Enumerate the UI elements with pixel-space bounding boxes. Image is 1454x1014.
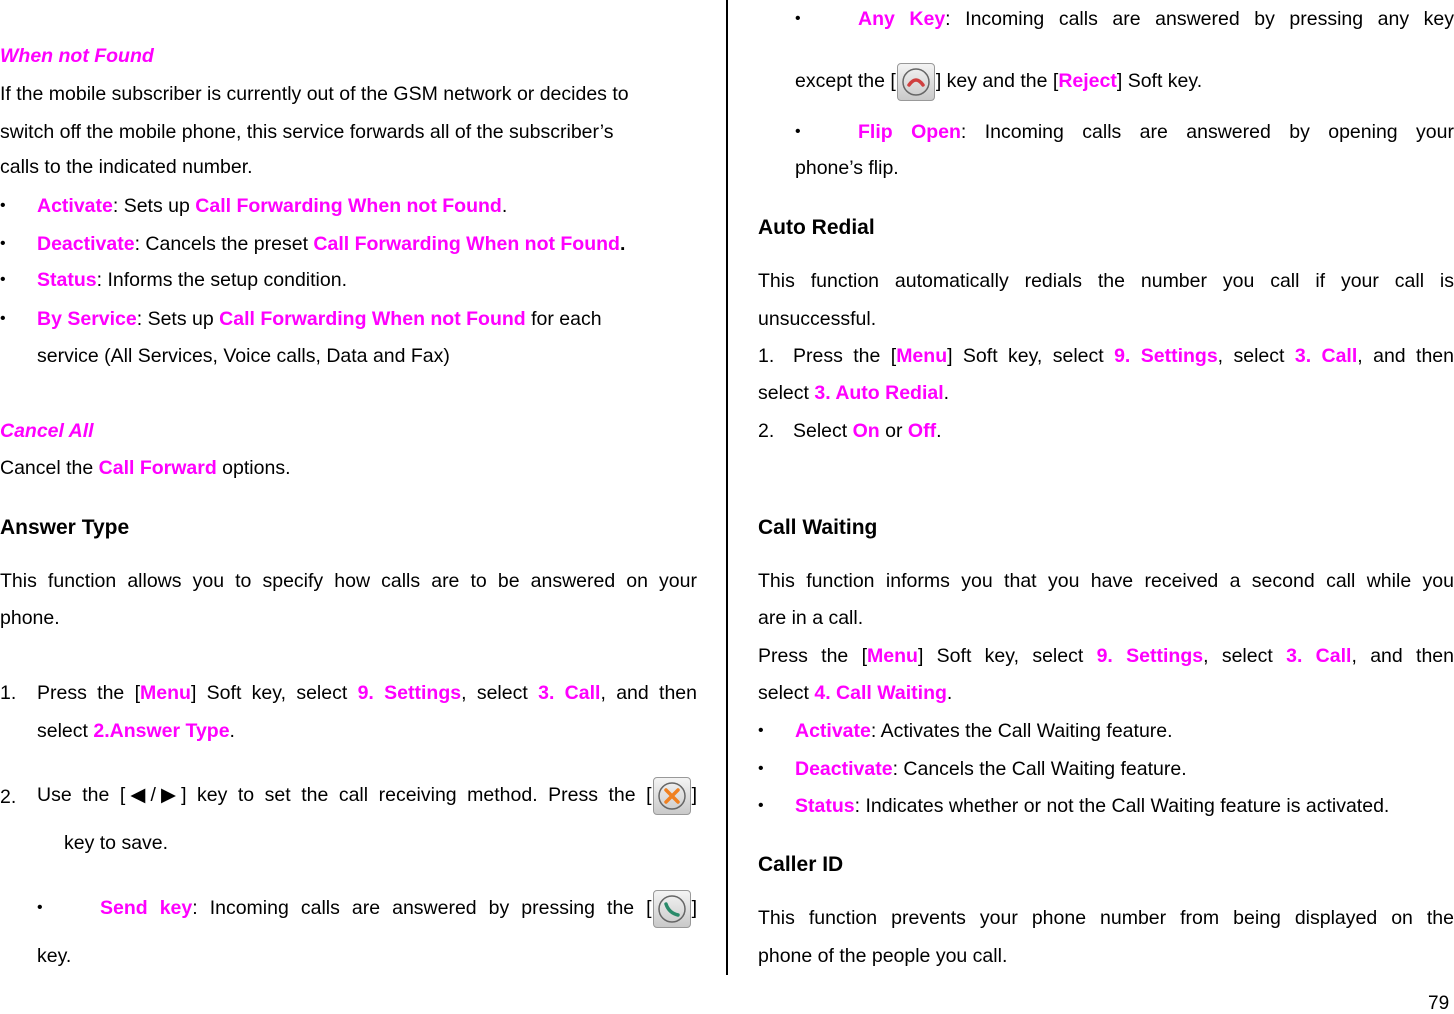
when-not-found-line-2: switch off the mobile phone, this service forwards all of the subscriber’s bbox=[0, 121, 614, 143]
send-key-icon bbox=[653, 890, 691, 928]
call-waiting-heading: Call Waiting bbox=[758, 516, 878, 539]
bullet-send-key: Send key: Incoming calls are answered by pressing the [ ] bbox=[100, 886, 697, 930]
bullet: • bbox=[795, 123, 801, 140]
caller-id-line-1: This function prevents your phone number from being displayed on the bbox=[758, 907, 1454, 929]
step-2-number: 2. bbox=[0, 786, 17, 808]
bullet: • bbox=[0, 197, 6, 214]
call-waiting-instruction: Press the [Menu] Soft key, select 9. Settings, select 3. Call, and then bbox=[758, 645, 1454, 667]
bullet-by-service: By Service: Sets up Call Forwarding When not Found for each bbox=[37, 308, 602, 330]
when-not-found-title: When not Found bbox=[0, 45, 154, 67]
bullet-by-service-line-2: service (All Services, Voice calls, Data and Fax) bbox=[37, 345, 450, 367]
step-1-line-1: Press the [Menu] Soft key, select 9. Settings, select 3. Call, and then bbox=[37, 682, 697, 704]
auto-redial-line-1: This function automatically redials the number you call if your call is bbox=[758, 270, 1454, 292]
when-not-found-line-1: If the mobile subscriber is currently out of the GSM network or decides to bbox=[0, 83, 629, 105]
when-not-found-line-3: calls to the indicated number. bbox=[0, 156, 253, 178]
bullet: • bbox=[758, 722, 764, 739]
bullet: • bbox=[37, 899, 43, 916]
answer-type-heading: Answer Type bbox=[0, 516, 130, 539]
call-waiting-line-1: This function informs you that you have received a second call while you bbox=[758, 570, 1454, 592]
waiting-bullet-deactivate: Deactivate: Cancels the Call Waiting feature. bbox=[795, 758, 1187, 780]
bullet-any-key-line-2: except the [ ] key and the [Reject] Soft key. bbox=[795, 59, 1202, 103]
column-divider bbox=[726, 0, 728, 975]
step-1-line-2: select 2.Answer Type. bbox=[37, 720, 235, 742]
waiting-bullet-status: Status: Indicates whether or not the Call Waiting feature is activated. bbox=[795, 795, 1390, 817]
bullet-any-key: Any Key: Incoming calls are answered by pressing any key bbox=[858, 8, 1454, 30]
step-1-number: 1. bbox=[0, 682, 17, 704]
page-number: 79 bbox=[1428, 993, 1450, 1014]
bullet-activate: Activate: Sets up Call Forwarding When not Found. bbox=[37, 195, 508, 217]
bullet: • bbox=[0, 271, 6, 288]
ok-key-icon bbox=[653, 777, 691, 815]
caller-id-heading: Caller ID bbox=[758, 853, 844, 876]
waiting-bullet-activate: Activate: Activates the Call Waiting feature. bbox=[795, 720, 1173, 742]
bullet-status: Status: Informs the setup condition. bbox=[37, 269, 347, 291]
redial-step-1-line-1: Press the [Menu] Soft key, select 9. Settings, select 3. Call, and then bbox=[793, 345, 1454, 367]
caller-id-line-2: phone of the people you call. bbox=[758, 945, 1008, 967]
end-key-icon bbox=[897, 63, 935, 101]
bullet-flip-open-line-2: phone’s flip. bbox=[795, 157, 899, 179]
bullet: • bbox=[0, 310, 6, 327]
bullet: • bbox=[0, 235, 6, 252]
bullet-deactivate: Deactivate: Cancels the preset Call Forwarding When not Found. bbox=[37, 233, 626, 255]
step-2-line-2: key to save. bbox=[64, 832, 169, 854]
cancel-all-title: Cancel All bbox=[0, 420, 94, 442]
call-waiting-instruction-line-2: select 4. Call Waiting. bbox=[758, 682, 953, 704]
bullet: • bbox=[795, 10, 801, 27]
redial-step-2-text: Select On or Off. bbox=[793, 420, 942, 442]
redial-step-2-number: 2. bbox=[758, 420, 775, 442]
bullet: • bbox=[758, 797, 764, 814]
answer-type-line-1: This function allows you to specify how calls are to be answered on your bbox=[0, 570, 697, 592]
redial-step-1-line-2: select 3. Auto Redial. bbox=[758, 382, 950, 404]
answer-type-line-2: phone. bbox=[0, 607, 60, 629]
step-2-line-1: Use the [◀/▶] key to set the call receiving method. Press the [ ] bbox=[37, 773, 697, 817]
cancel-all-text: Cancel the Call Forward options. bbox=[0, 457, 291, 479]
bullet-flip-open: Flip Open: Incoming calls are answered by opening your bbox=[858, 121, 1454, 143]
bullet-send-key-line-2: key. bbox=[37, 945, 72, 967]
auto-redial-line-2: unsuccessful. bbox=[758, 308, 877, 330]
call-waiting-line-2: are in a call. bbox=[758, 607, 864, 629]
auto-redial-heading: Auto Redial bbox=[758, 216, 875, 239]
redial-step-1-number: 1. bbox=[758, 345, 775, 367]
bullet: • bbox=[758, 760, 764, 777]
